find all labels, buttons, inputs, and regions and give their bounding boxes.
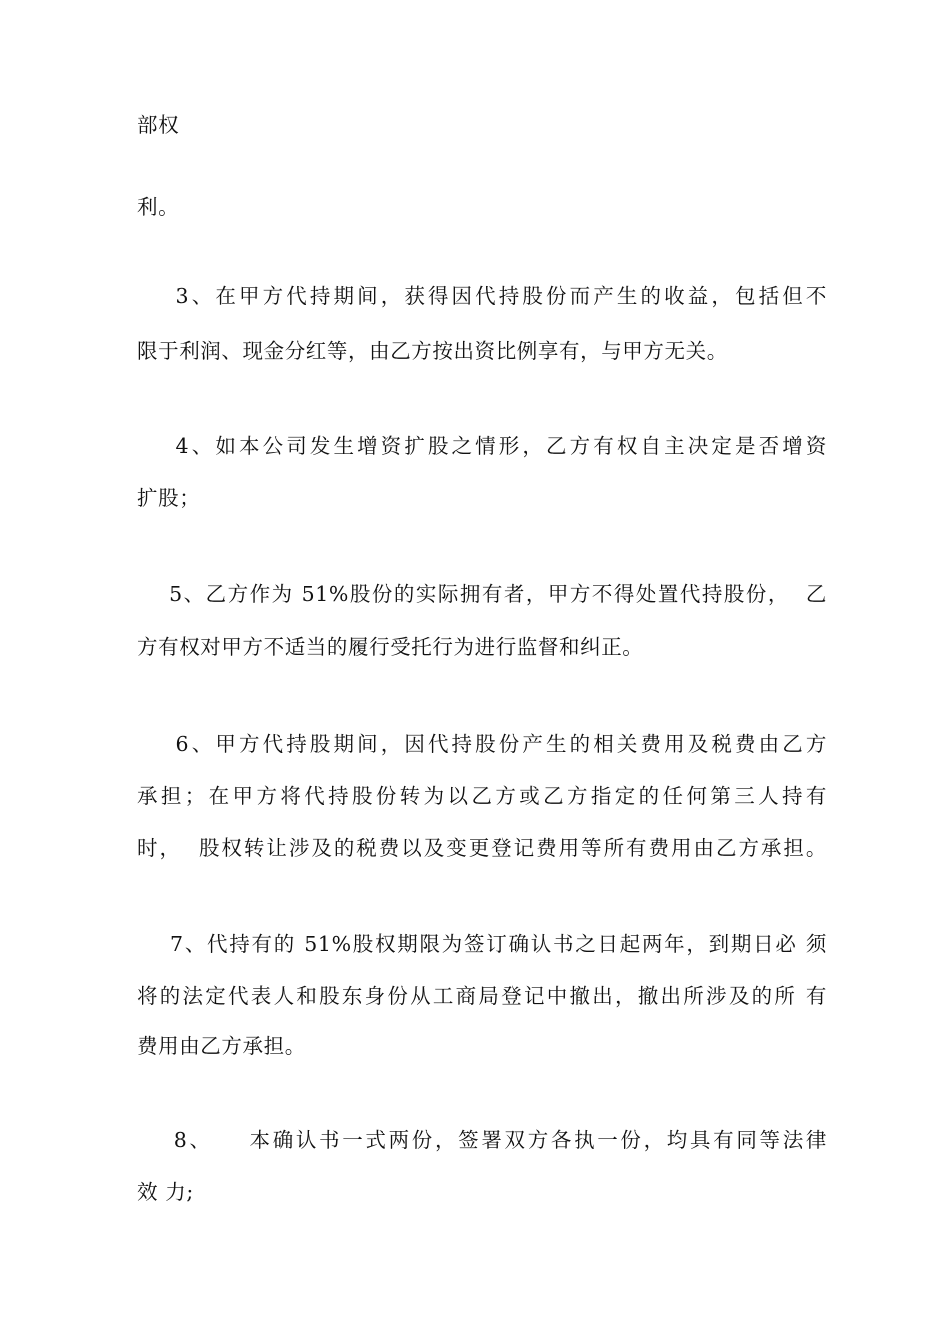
clause-8-line-1: 8、 本确认书一式两份，签署双方各执一份，均具有同等法律 xyxy=(137,1128,827,1152)
clause-7-line-2: 将的法定代表人和股东身份从工商局登记中撤出，撤出所涉及的所 有 xyxy=(137,984,827,1008)
continuation-line-2: 利。 xyxy=(137,195,180,219)
clause-7-line-1: 7、代持有的 51%股权期限为签订确认书之日起两年，到期日必 须 xyxy=(137,932,827,956)
clause-3-line-2: 限于利润、现金分红等，由乙方按出资比例享有，与甲方无关。 xyxy=(137,339,728,363)
clause-4-line-1: 4、如本公司发生增资扩股之情形，乙方有权自主决定是否增资 xyxy=(137,434,827,458)
clause-8-line-2: 效 力; xyxy=(137,1180,194,1204)
continuation-line-1: 部权 xyxy=(137,113,180,137)
clause-5-line-2: 方有权对甲方不适当的履行受托行为进行监督和纠正。 xyxy=(137,635,644,659)
clause-5-line-1: 5、乙方作为 51%股份的实际拥有者，甲方不得处置代持股份， 乙 xyxy=(137,582,827,606)
clause-7-line-3: 费用由乙方承担。 xyxy=(137,1034,306,1058)
clause-6-line-3: 时， 股权转让涉及的税费以及变更登记费用等所有费用由乙方承担。 xyxy=(137,836,827,860)
clause-3-line-1: 3、在甲方代持期间，获得因代持股份而产生的收益，包括但不 xyxy=(137,284,827,308)
clause-6-line-2: 承担；在甲方将代持股份转为以乙方或乙方指定的任何第三人持有 xyxy=(137,784,827,808)
clause-6-line-1: 6、甲方代持股期间，因代持股份产生的相关费用及税费由乙方 xyxy=(137,732,827,756)
clause-4-line-2: 扩股； xyxy=(137,486,201,510)
